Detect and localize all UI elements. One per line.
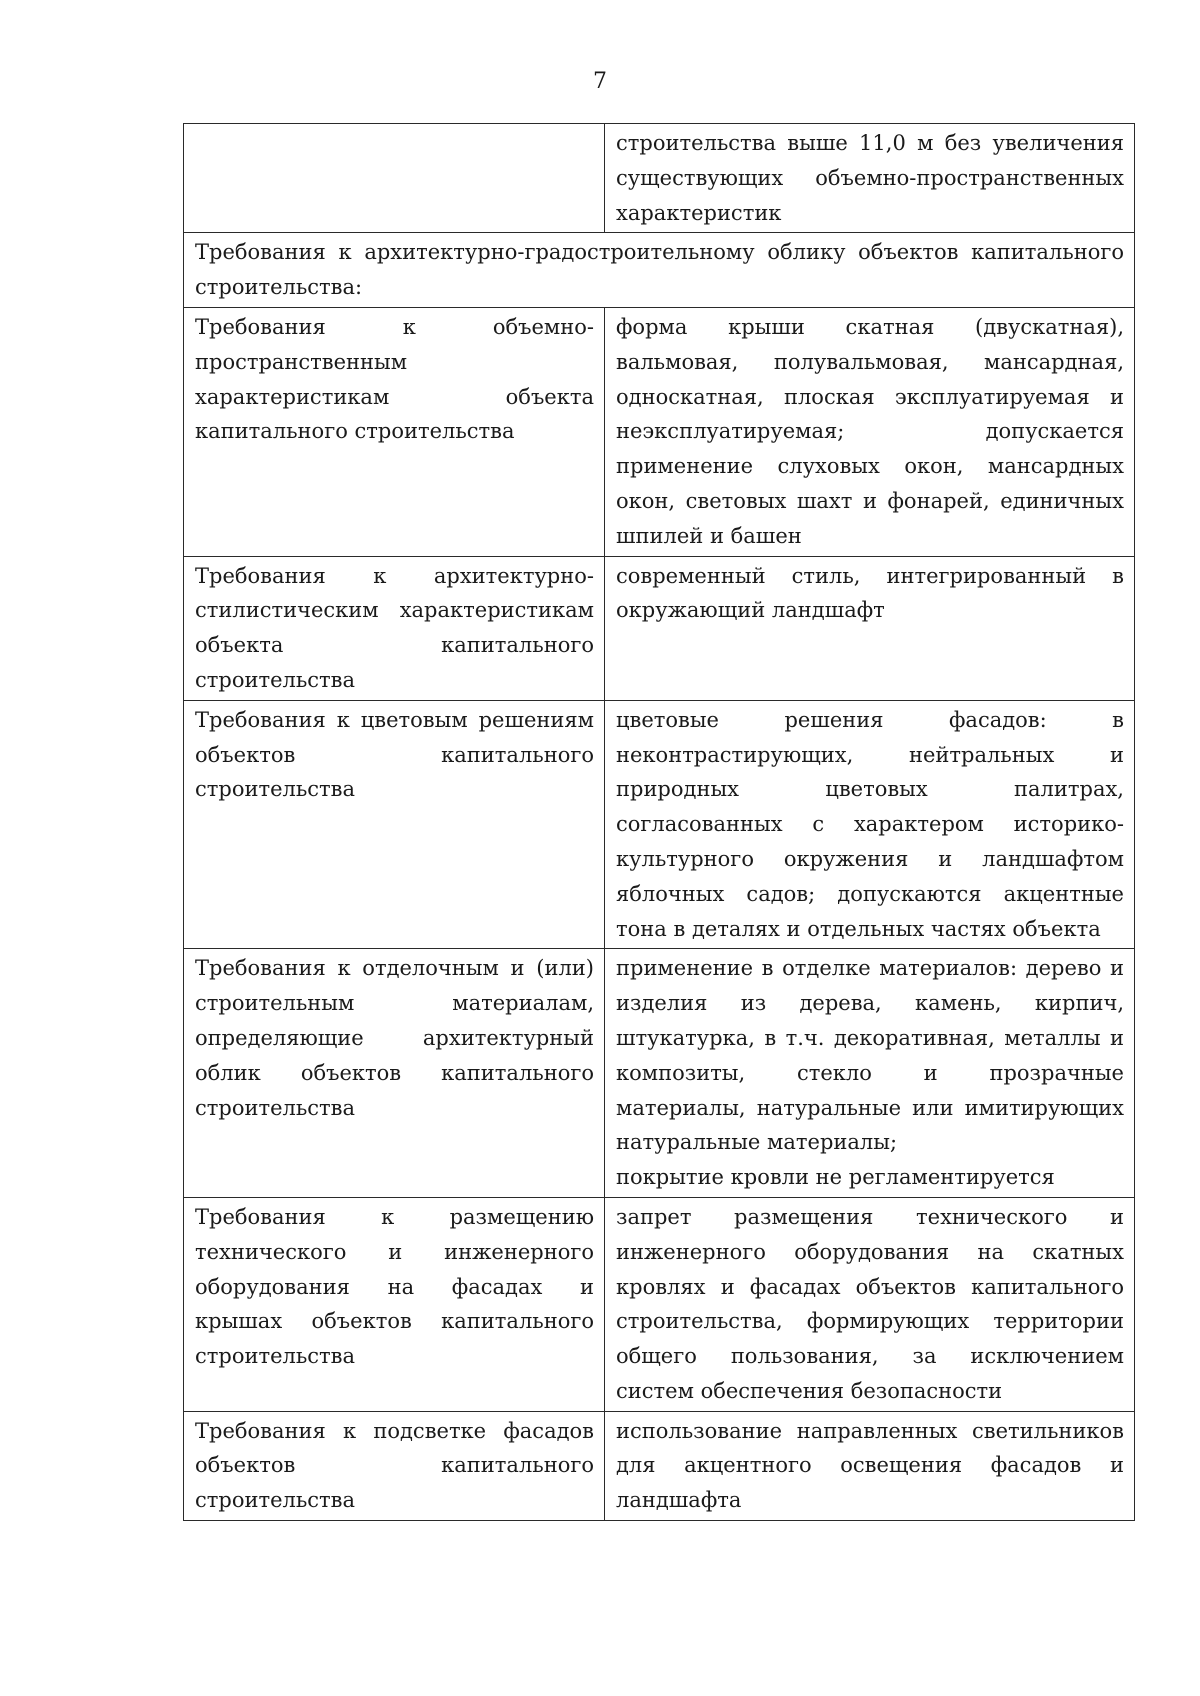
- table-row: [184, 556, 1135, 700]
- table-cell-requirement: Требования к отделочным и (или) строительным материалам, определяющие архитектурный облик объектов капитального строительства: [184, 949, 605, 1198]
- section-header: Требования к архитектурно-градостроительному облику объектов капитального строительства:: [184, 233, 1135, 308]
- page-number: 7: [593, 69, 607, 94]
- table-cell-value: современный стиль, интегрированный в окружающий ландшафт: [605, 556, 1135, 700]
- table-cell-value: [605, 949, 1135, 1198]
- table-row-section-header: [184, 233, 1135, 308]
- table-cell-requirement: Требования к цветовым решениям объектов капитального строительства: [184, 700, 605, 949]
- table-cell-value: использование направленных светильников для акцентного освещения фасадов и ландшафта: [605, 1411, 1135, 1520]
- table-cell-requirement: Требования к размещению технического и инженерного оборудования на фасадах и крышах объектов капитального строительства: [184, 1197, 605, 1411]
- table-cell-value: строительства выше 11,0 м без увеличения существующих объемно-пространственных характеристик: [605, 124, 1135, 233]
- table-cell-requirement: Требования к архитектурно-стилистическим характеристикам объекта капитального строительства: [184, 556, 605, 700]
- value-text-extra: покрытие кровли не регламентируется: [616, 1165, 1055, 1190]
- table-cell-value: запрет размещения технического и инженерного оборудования на скатных кровлях и фасадах объектов капитального строительства, формирующих территории общего пользования, за исключением систем обеспечения безопасности: [605, 1197, 1135, 1411]
- table-cell-value: форма крыши скатная (двускатная), вальмовая, полувальмовая, мансардная, односкатная, плоская эксплуатируемая и неэксплуатируемая; допускается применение слуховых окон, мансардных окон, световых шахт и фонарей, единичных шпилей и башен: [605, 307, 1135, 556]
- table-row: [184, 700, 1135, 949]
- table-row-continuation: [184, 124, 1135, 233]
- table-cell-requirement: Требования к подсветке фасадов объектов капитального строительства: [184, 1411, 605, 1520]
- table-row: [184, 949, 1135, 1198]
- table-row: [184, 1411, 1135, 1520]
- table-cell-value: цветовые решения фасадов: в неконтрастирующих, нейтральных и природных цветовых палитрах, согласованных с характером историко-культурного окружения и ландшафтом яблочных садов; допускаются акцентные тона в деталях и отдельных частях объекта: [605, 700, 1135, 949]
- table-cell-requirement: [184, 124, 605, 233]
- value-text: применение в отделке материалов: дерево и изделия из дерева, камень, кирпич, штукатурка, в т.ч. декоративная, металлы и композиты, стекло и прозрачные материалы, натуральные или имитирующих натуральные материалы;: [616, 956, 1124, 1155]
- table-cell-requirement: Требования к объемно-пространственным характеристикам объекта капитального строительства: [184, 307, 605, 556]
- table-row: [184, 307, 1135, 556]
- requirements-table: [183, 123, 1135, 1521]
- table-row: [184, 1197, 1135, 1411]
